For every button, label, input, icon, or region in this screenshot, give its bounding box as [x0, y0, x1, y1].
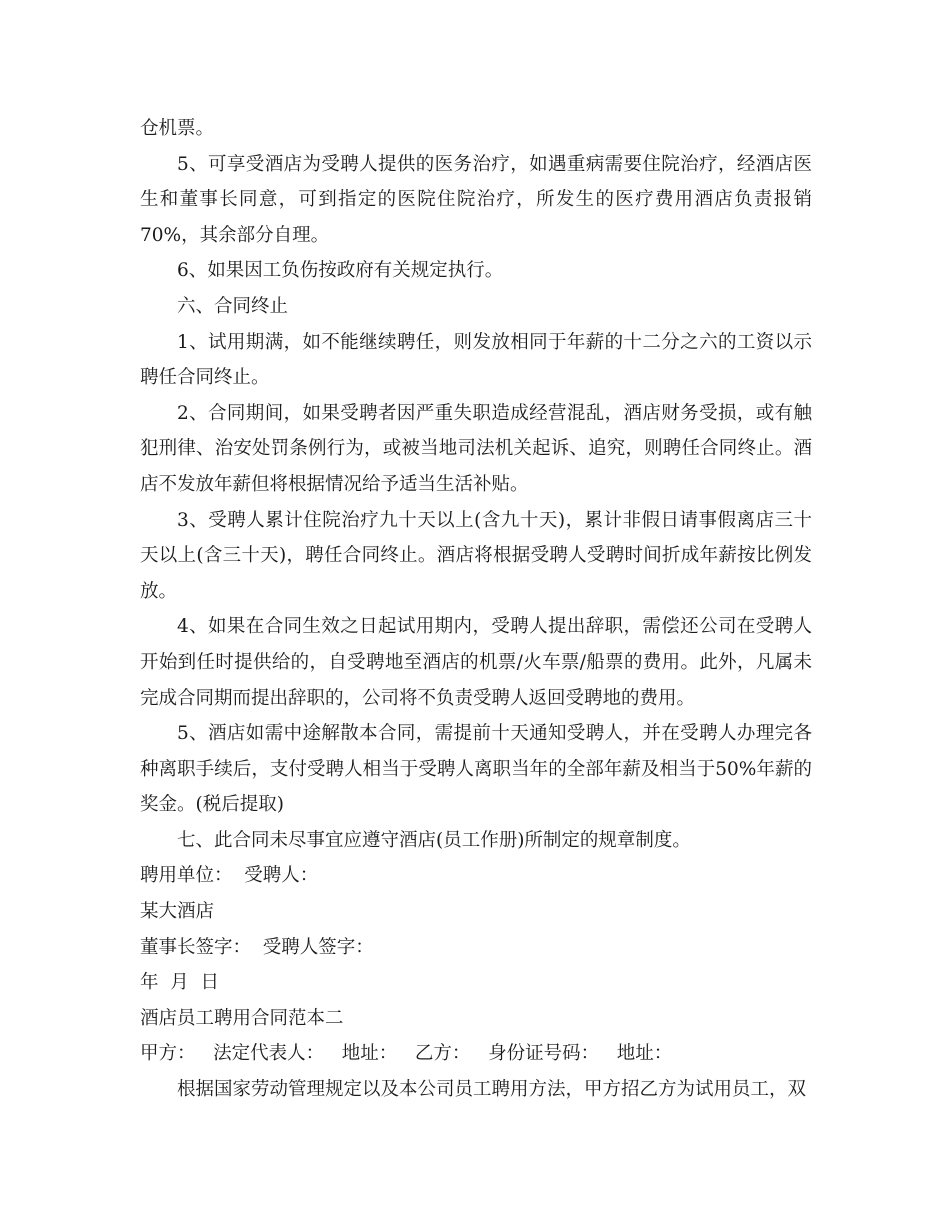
section-heading-termination: 六、合同终止 [177, 295, 289, 317]
paragraph-termination-5: 5、酒店如需中途解散本合同，需提前十天通知受聘人，并在受聘人办理完各种离职手续后，支付受聘人相当于受聘人离职当年的全部年薪及相当于50%年薪的奖金。(税后提取) [140, 723, 812, 816]
template-two-title: 酒店员工聘用合同范本二 [140, 1007, 344, 1029]
section-heading-misc: 七、此合同未尽事宜应遵守酒店(员工作册)所制定的规章制度。 [177, 829, 691, 851]
paragraph-termination-4: 4、如果在合同生效之日起试用期内，受聘人提出辞职，需偿还公司在受聘人开始到任时提供给的，自受聘地至酒店的机票/火车票/船票的费用。此外，凡属未完成合同期而提出辞职的，公司将不负责受聘人返回受聘地的费用。 [140, 616, 812, 709]
paragraph-termination-1: 1、试用期满，如不能继续聘任，则发放相同于年薪的十二分之六的工资以示聘任合同终止。 [140, 331, 812, 389]
paragraph-work-injury: 6、如果因工负伤按政府有关规定执行。 [177, 260, 504, 282]
signature-line: 董事长签字： 受聘人签字： [140, 936, 374, 958]
paragraph-continuation: 仓机票。 [140, 118, 215, 139]
paragraph-termination-2: 2、合同期间，如果受聘者因严重失职造成经营混乱，酒店财务受损，或有触犯刑律、治安处罚条例行为，或被当地司法机关起诉、追究，则聘任合同终止。酒店不发放年薪但将根据情况给予适当生活补贴。 [140, 402, 812, 495]
paragraph-termination-3: 3、受聘人累计住院治疗九十天以上(含九十天)，累计非假日请事假离店三十天以上(含三十天)，聘任合同终止。酒店将根据受聘人受聘时间折成年薪按比例发放。 [140, 509, 812, 602]
hotel-name: 某大酒店 [140, 901, 215, 923]
template-two-intro: 根据国家劳动管理规定以及本公司员工聘用方法，甲方招乙方为试用员工，双 [177, 1079, 807, 1101]
employer-employee-line: 聘用单位： 受聘人： [140, 865, 319, 887]
parties-line: 甲方： 法定代表人： 地址： 乙方： 身份证号码： 地址： [140, 1043, 673, 1065]
document-body [140, 111, 812, 1108]
date-line: 年 月 日 [140, 972, 220, 994]
paragraph-medical-care: 5、可享受酒店为受聘人提供的医务治疗，如遇重病需要住院治疗，经酒店医生和董事长同意，可到指定的医院住院治疗，所发生的医疗费用酒店负责报销70%，其余部分自理。 [140, 153, 812, 246]
